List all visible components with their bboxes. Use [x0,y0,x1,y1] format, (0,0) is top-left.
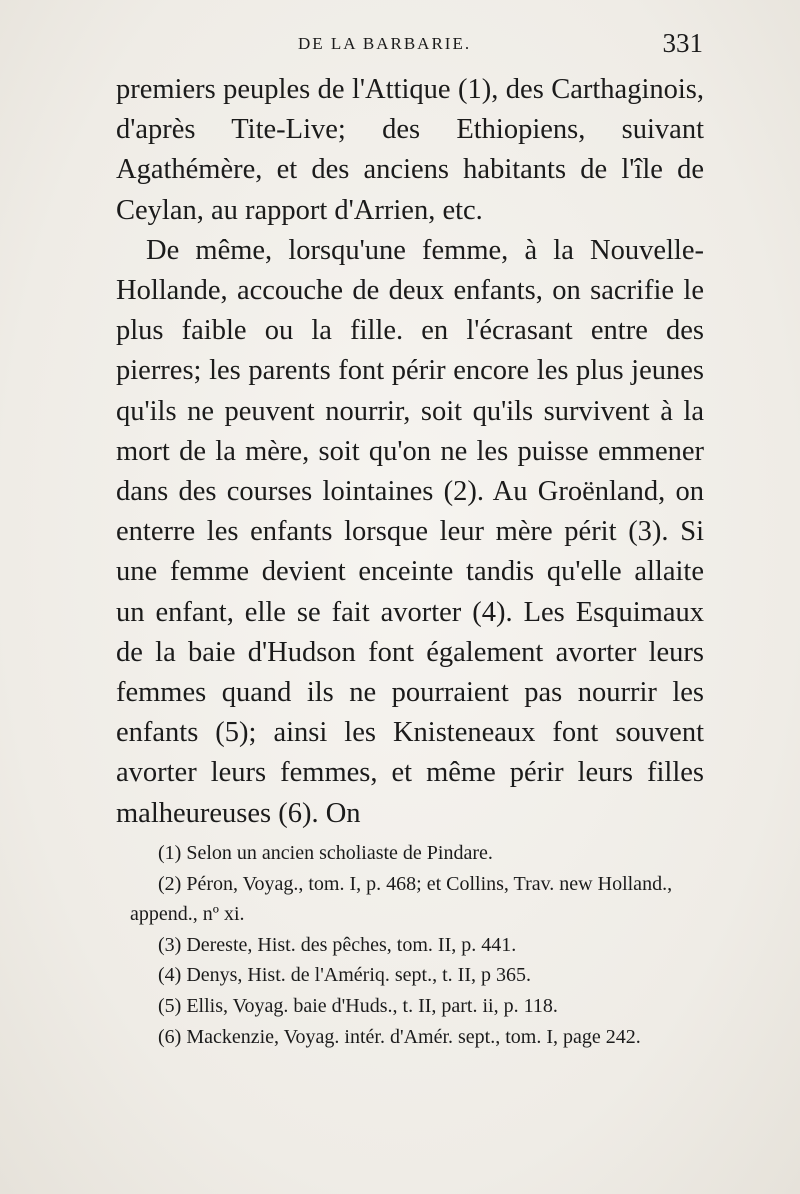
running-title: DE LA BARBARIE. [298,34,472,53]
footnote: (6) Mackenzie, Voyag. intér. d'Amér. sept., tom. I, page 242. [158,1025,641,1048]
page-header [118,30,703,66]
footnote: (1) Selon un ancien scholiaste de Pindare. [158,842,493,864]
footnote: (3) Dereste, Hist. des pêches, tom. II, p. 441. [158,933,517,956]
footnotes [130,838,710,1052]
paragraph: premiers peuples de l'Attique (1), des Carthaginois, d'après Tite-Live; des Ethiopiens, suivant Agathémère, et des anciens habitants de l'île de Ceylan, au rapport d'Arrien, etc. [116,74,704,226]
footnote: (4) Denys, Hist. de l'Amériq. sept., t. II, p 365. [158,964,531,987]
main-text [116,70,704,834]
footnote: (5) Ellis, Voyag. baie d'Huds., t. II, part. ii, p. 118. [158,994,558,1017]
footnote: (2) Péron, Voyag., tom. I, p. 468; et Collins, Trav. new Holland., append., nº xi. [130,872,673,926]
paragraph: De même, lorsqu'une femme, à la Nouvelle-Hollande, accouche de deux enfants, on sacrifie le plus faible ou la fille. en l'écrasant entre des pierres; les parents font périr encore les plus jeunes qu'ils ne peuvent nourrir, soit qu'ils survivent à la mort de la mère, soit qu'on ne les puisse emmener dans des courses lointaines (2). Au Groënland, on enterre les enfants lorsque leur mère périt (3). Si une femme devient enceinte tandis qu'elle allaite un enfant, elle se fait avorter (4). Les Esquimaux de la baie d'Hudson font également avorter leurs femmes quand ils ne pourraient pas nourrir les enfants (5); ainsi les Knisteneaux font souvent avorter leurs femmes, et même périr leurs filles malheureuses (6). On [116,234,704,829]
page-number: 331 [662,28,703,58]
